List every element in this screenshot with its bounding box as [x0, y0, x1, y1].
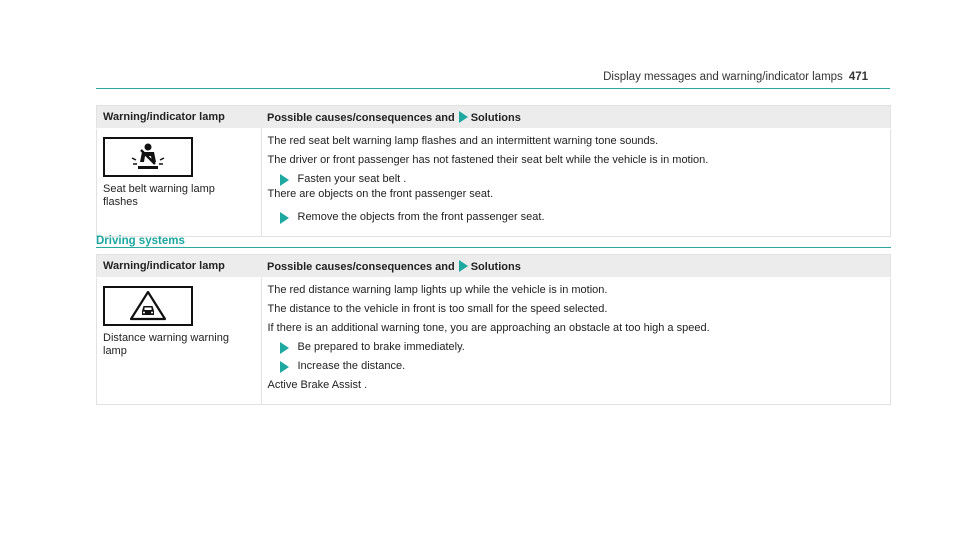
cause-line: The driver or front passenger has not fastened their seat belt while the vehicle is in motion. — [267, 154, 709, 166]
column-header-causes — [261, 255, 891, 278]
lamp-label: Seat belt warning lamp flashes — [103, 183, 215, 208]
causes-label: Possible causes/consequences and — [267, 260, 455, 273]
cause-line: The distance to the vehicle in front is too small for the speed selected. — [267, 303, 608, 315]
page-header — [603, 71, 868, 83]
cause-line: The red distance warning lamp lights up while the vehicle is in motion. — [267, 284, 608, 296]
page-number: 471 — [848, 71, 868, 83]
causes-cell — [261, 278, 891, 405]
seat-belt-table — [96, 105, 891, 237]
step-text: Be prepared to brake immediately. — [297, 341, 465, 353]
column-header-causes — [261, 106, 891, 129]
lamp-cell — [97, 278, 262, 405]
arrow-icon — [280, 212, 289, 224]
causes-label: Possible causes/consequences and — [267, 111, 455, 124]
lamp-label: Distance warning warning lamp — [103, 332, 229, 357]
step-text: Fasten your seat belt . — [297, 173, 407, 185]
step-text: Increase the distance. — [297, 360, 406, 372]
section-divider — [96, 247, 891, 248]
arrow-icon — [280, 174, 289, 186]
solution-step — [268, 360, 885, 373]
header-divider — [96, 88, 890, 89]
column-header-lamp: Warning/indicator lamp — [97, 255, 262, 278]
column-header-lamp: Warning/indicator lamp — [97, 106, 262, 129]
arrow-icon — [280, 361, 289, 373]
solution-step — [268, 173, 885, 186]
cause-line: There are objects on the front passenger seat. — [267, 188, 494, 200]
cause-line: Active Brake Assist . — [267, 379, 368, 391]
cause-line: The red seat belt warning lamp flashes and an intermittent warning tone sounds. — [267, 135, 659, 147]
arrow-icon — [459, 260, 468, 272]
solutions-label: Solutions — [470, 111, 521, 124]
solution-step — [268, 341, 885, 354]
solutions-label: Solutions — [470, 260, 521, 273]
seat-belt-icon — [103, 137, 193, 177]
table-row — [97, 129, 891, 237]
section-title: Driving systems — [96, 235, 185, 247]
arrow-icon — [459, 111, 468, 123]
solution-step — [268, 211, 885, 224]
distance-warning-table — [96, 254, 891, 405]
table-header-row — [97, 106, 891, 129]
distance-warning-icon — [103, 286, 193, 326]
table-row — [97, 278, 891, 405]
header-title: Display messages and warning/indicator lamps — [603, 71, 843, 83]
causes-cell — [261, 129, 891, 237]
lamp-cell — [97, 129, 262, 237]
cause-line: If there is an additional warning tone, you are approaching an obstacle at too high a speed. — [267, 322, 710, 334]
step-text: Remove the objects from the front passenger seat. — [297, 211, 545, 223]
arrow-icon — [280, 342, 289, 354]
table-header-row — [97, 255, 891, 278]
